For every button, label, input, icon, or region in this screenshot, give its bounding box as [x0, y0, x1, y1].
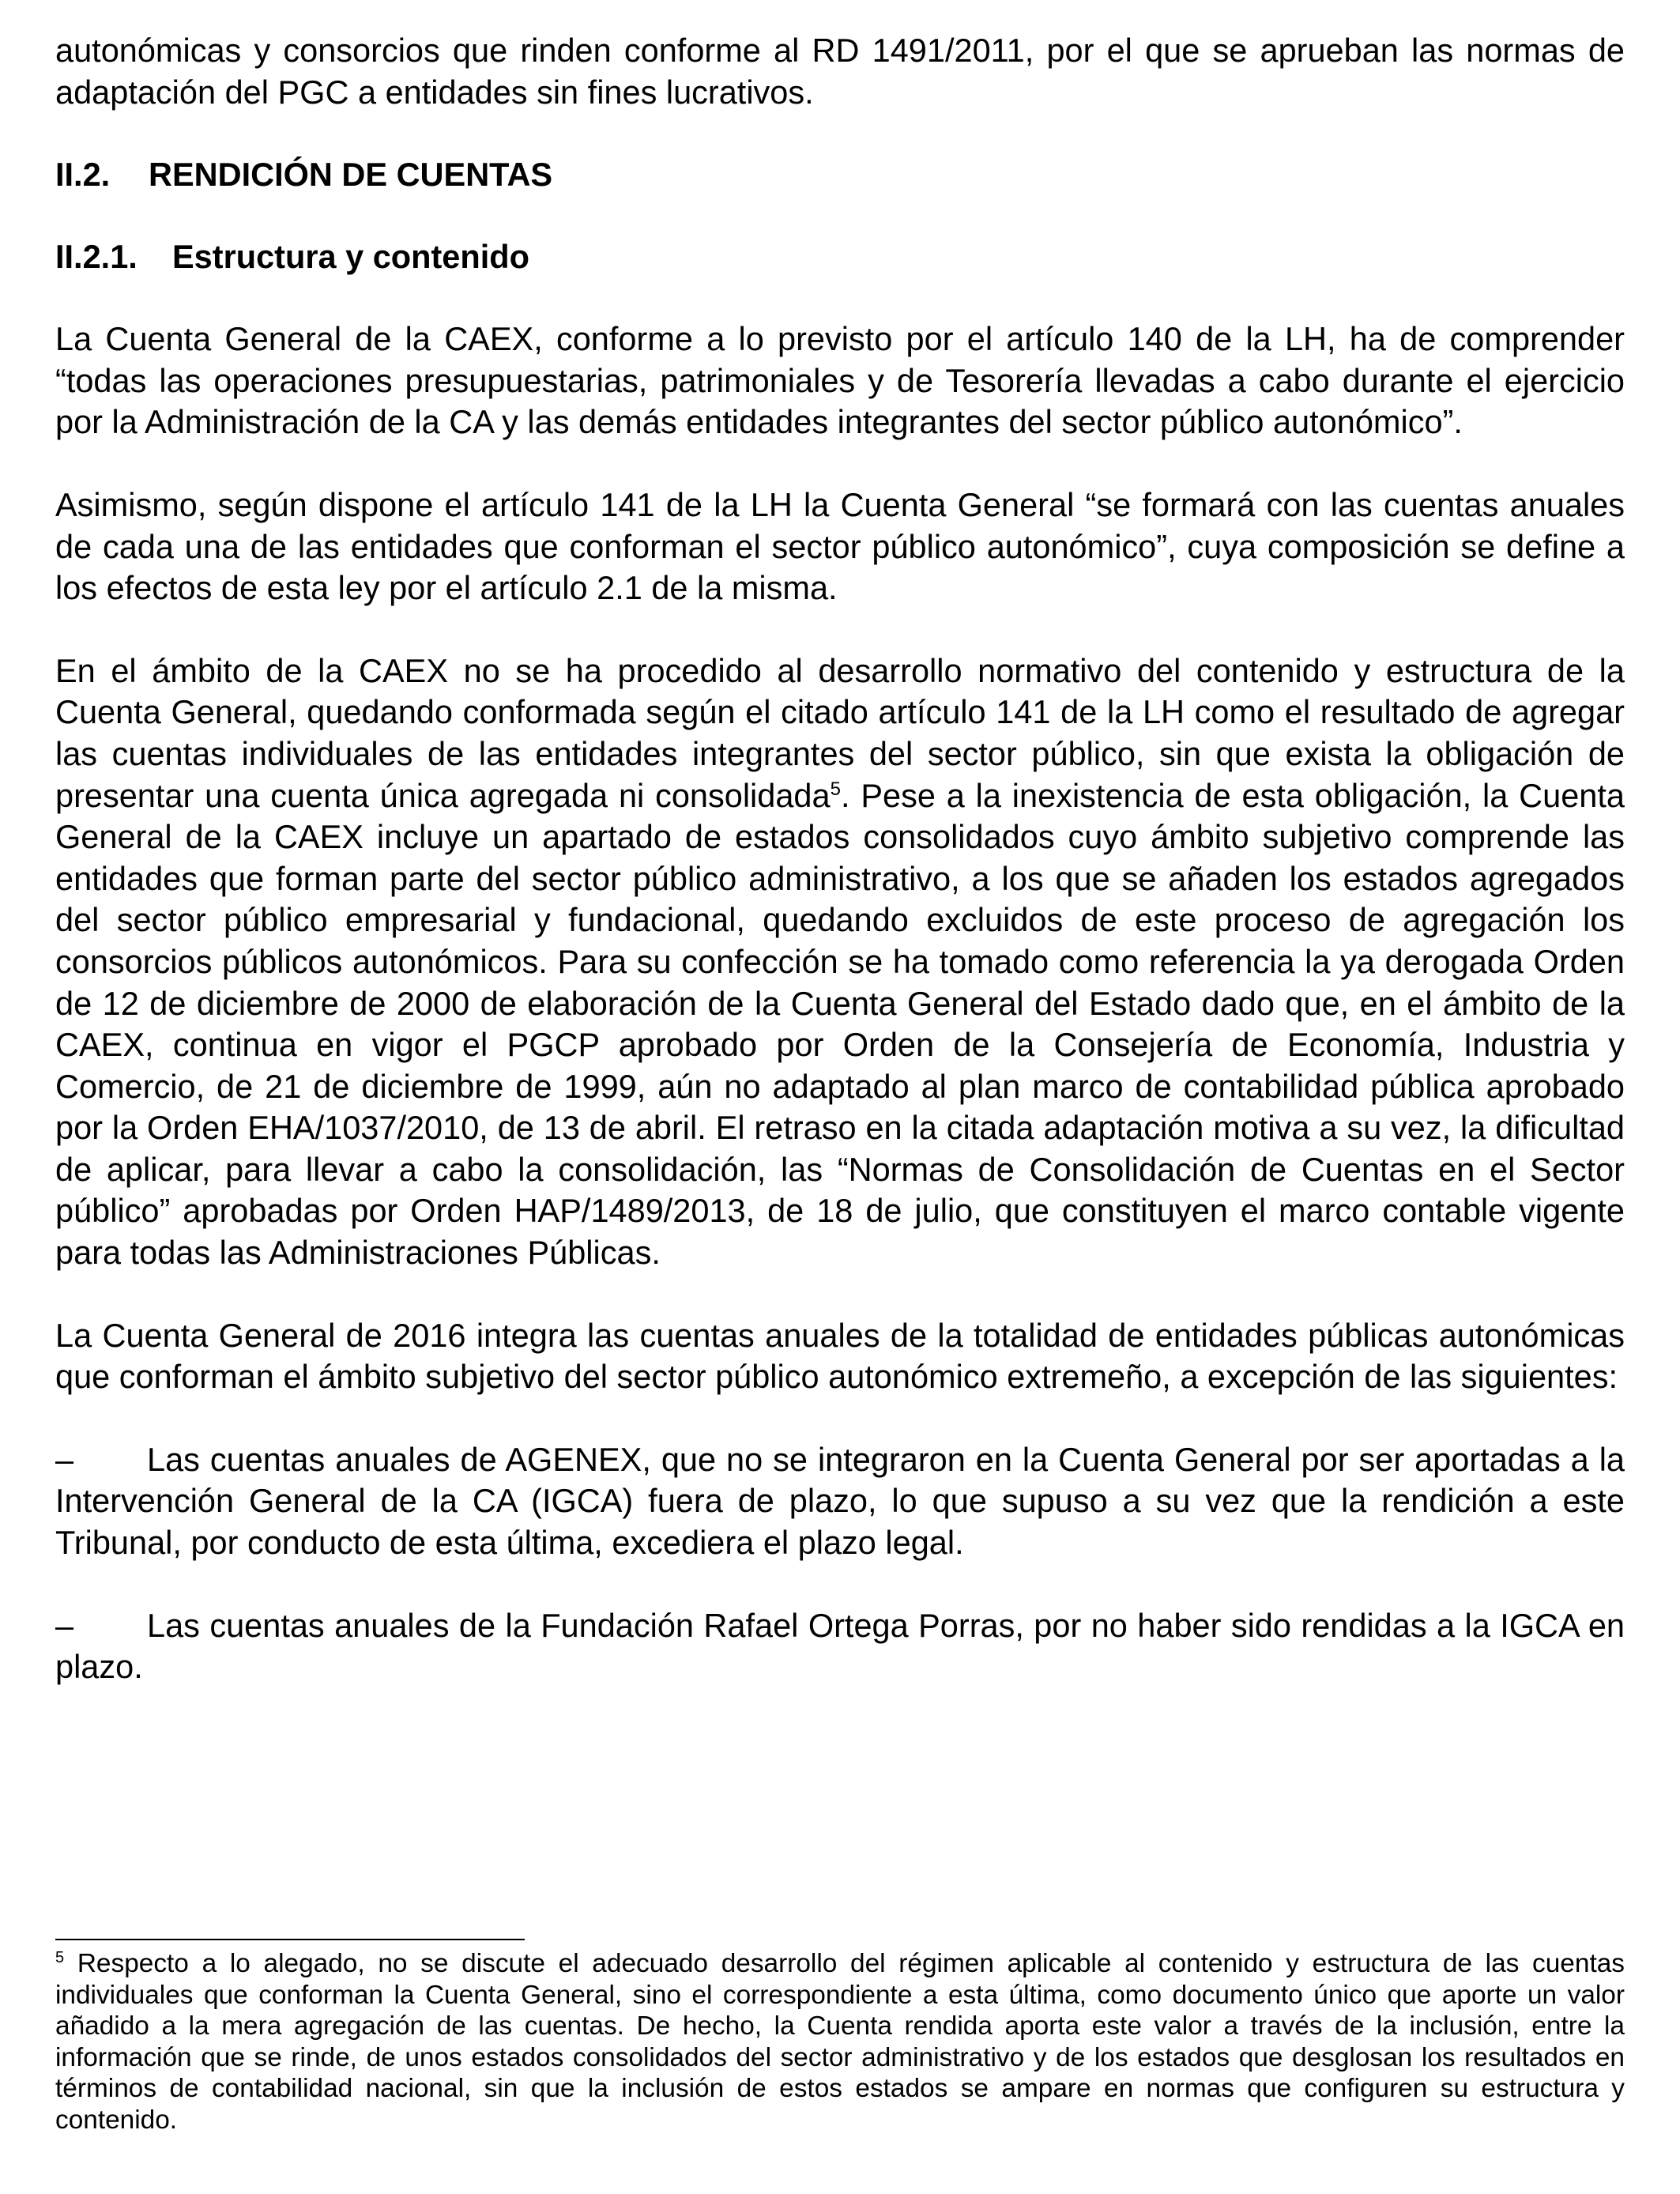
- document-page: [55, 30, 1625, 1688]
- footnote: [55, 1948, 1625, 2136]
- paragraph-cuenta-general-2016: La Cuenta General de 2016 integra las cuentas anuales de la totalidad de entidades públicas autonómicas que conforman el ámbito subjetivo del sector público autonómico extremeño, a excepción de las siguientes:: [55, 1316, 1625, 1396]
- intro-paragraph: autonómicas y consorcios que rinden conforme al RD 1491/2011, por el que se aprueban las normas de adaptación del PGC a entidades sin fines lucrativos.: [55, 32, 1625, 111]
- spacer: [55, 195, 1625, 236]
- list-item-text: Las cuentas anuales de AGENEX, que no se integraron en la Cuenta General por ser aportadas a la Intervención General de la CA (IGCA) fuera de plazo, lo que supuso a su vez que la rendición a este Tribunal, por conducto de esta última, excediera el plazo legal.: [55, 1440, 1625, 1562]
- spacer: [55, 277, 1625, 319]
- spacer: [55, 1564, 1625, 1605]
- list-item-text: Las cuentas anuales de la Fundación Rafael Ortega Porras, por no haber sido rendidas a la IGCA en plazo.: [55, 1606, 1625, 1686]
- list-item-exception: [55, 1605, 1625, 1688]
- spacer: [55, 443, 1625, 484]
- paragraph-consolidation-part2: . Pese a la inexistencia de esta obligación, la Cuenta General de la CAEX incluye un apartado de estados consolidados cuyo ámbito subjetivo comprende las entidades que forman parte del sector público administrativo, a los que se añaden los estados agregados del sector público empresarial y fundacional, quedando excluidos de este proceso de agregación los consorcios públicos autonómicos. Para su confección se ha tomado como referencia la ya derogada Orden de 12 de diciembre de 2000 de elaboración de la Cuenta General del Estado dado que, en el ámbito de la CAEX, continua en vigor el PGCP aprobado por Orden de la Consejería de Economía, Industria y Comercio, de 21 de diciembre de 1999, aún no adaptado al plan marco de contabilidad pública aprobado por la Orden EHA/1037/2010, de 13 de abril. El retraso en la citada adaptación motiva a su vez, la dificultad de aplicar, para llevar a cabo la consolidación, las “Normas de Consolidación de Cuentas en el Sector público” aprobadas por Orden HAP/1489/2013, de 18 de julio, que constituyen el marco contable vigente para todas las Administraciones Públicas.: [55, 776, 1625, 1272]
- spacer: [55, 113, 1625, 154]
- subsection-title: Estructura y contenido: [172, 238, 529, 276]
- paragraph-consolidation: [55, 650, 1625, 1274]
- spacer: [55, 609, 1625, 650]
- section-number: II.2.: [55, 156, 111, 194]
- spacer: [55, 1274, 1625, 1315]
- subsection-number: II.2.1.: [55, 238, 137, 276]
- paragraph-consolidation-part1: En el ámbito de la CAEX no se ha procedido al desarrollo normativo del contenido y estructura de la Cuenta General, quedando conformada según el citado artículo 141 de la LH como el resultado de agregar las cuentas individuales de las entidades integrantes del sector público, sin que exista la obligación de presentar una cuenta única agregada ni consolidada: [55, 651, 1625, 814]
- section-title: RENDICIÓN DE CUENTAS: [149, 156, 553, 194]
- subsection-heading: [55, 236, 1625, 277]
- list-item-exception: [55, 1439, 1625, 1564]
- dash-bullet: –: [55, 1606, 74, 1644]
- dash-bullet: –: [55, 1440, 74, 1478]
- spacer: [55, 1398, 1625, 1439]
- section-heading: [55, 154, 1625, 195]
- footnote-text: Respecto a lo alegado, no se discute el adecuado desarrollo del régimen aplicable al contenido y estructura de las cuentas individuales que conforman la Cuenta General, sino el correspondiente a esta última, como documento único que aporte un valor añadido a la mera agregación de las cuentas. De hecho, la Cuenta rendida aporta este valor a través de la inclusión, entre la información que se rinde, de unos estados consolidados del sector administrativo y de los estados que desglosan los resultados en términos de contabilidad nacional, sin que la inclusión de estos estados se ampare en normas que configuren su estructura y contenido.: [55, 1949, 1625, 2135]
- footnote-number: 5: [55, 1948, 65, 1966]
- paragraph-article-141: Asimismo, según dispone el artículo 141 de la LH la Cuenta General “se formará con las cuentas anuales de cada una de las entidades que conforman el sector público autonómico”, cuya composición se define a los efectos de esta ley por el artículo 2.1 de la misma.: [55, 485, 1625, 607]
- paragraph-article-140: La Cuenta General de la CAEX, conforme a lo previsto por el artículo 140 de la LH, ha de comprender “todas las operaciones presupuestarias, patrimoniales y de Tesorería llevadas a cabo durante el ejercicio por la Administración de la CA y las demás entidades integrantes del sector público autonómico”.: [55, 320, 1625, 441]
- footnote-reference[interactable]: 5: [830, 778, 841, 800]
- footnote-separator: [55, 1939, 525, 1940]
